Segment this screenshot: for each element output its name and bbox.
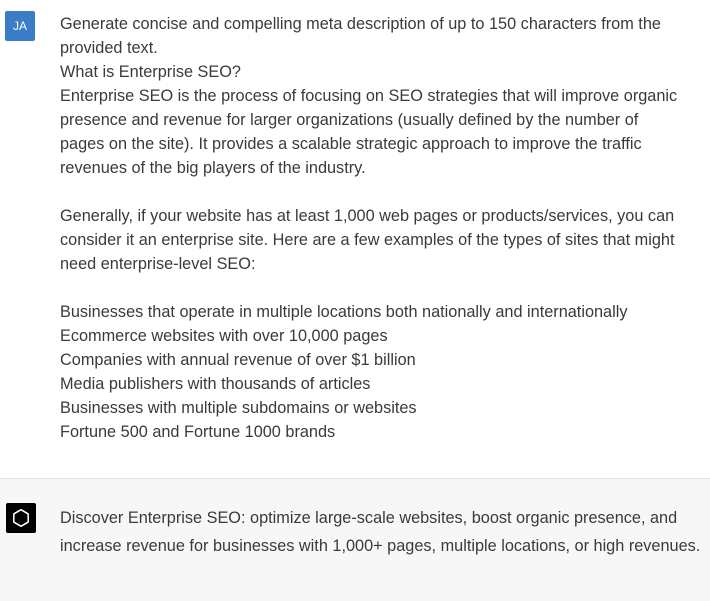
assistant-message-text: Discover Enterprise SEO: optimize large-scale websites, boost organic presence, and increase revenue for businesses with 1,000+ pages, multiple locations, or high revenues. [60,509,701,555]
user-line: Businesses with multiple subdomains or websites [60,399,417,417]
user-line: Enterprise SEO is the process of focusing on SEO strategies that will improve organic [60,87,678,105]
user-line: Ecommerce websites with over 10,000 pages [60,327,388,345]
user-line: Businesses that operate in multiple locations both nationally and internationally [60,303,628,321]
user-line: Fortune 500 and Fortune 1000 brands [60,423,336,441]
openai-logo-icon [6,503,36,533]
user-line: Media publishers with thousands of articles [60,375,371,393]
user-line: pages on the site). It provides a scalable strategic approach to improve the traffic [60,135,642,153]
user-line: provided text. [60,39,158,57]
user-avatar: JA [5,11,35,41]
user-blank-line [60,276,710,300]
user-message-text [60,12,710,444]
user-line: consider it an enterprise site. Here are a few examples of the types of sites that might [60,231,675,249]
user-line: What is Enterprise SEO? [60,63,241,81]
user-line: Companies with annual revenue of over $1 billion [60,351,416,369]
assistant-message [0,479,710,601]
user-line: need enterprise-level SEO: [60,255,256,273]
user-line: Generally, if your website has at least 1,000 web pages or products/services, you can [60,207,675,225]
user-line: revenues of the big players of the industry. [60,159,366,177]
user-blank-line [60,180,710,204]
user-line: presence and revenue for larger organizations (usually defined by the number of [60,111,639,129]
user-line: Generate concise and compelling meta description of up to 150 characters from the [60,15,661,33]
